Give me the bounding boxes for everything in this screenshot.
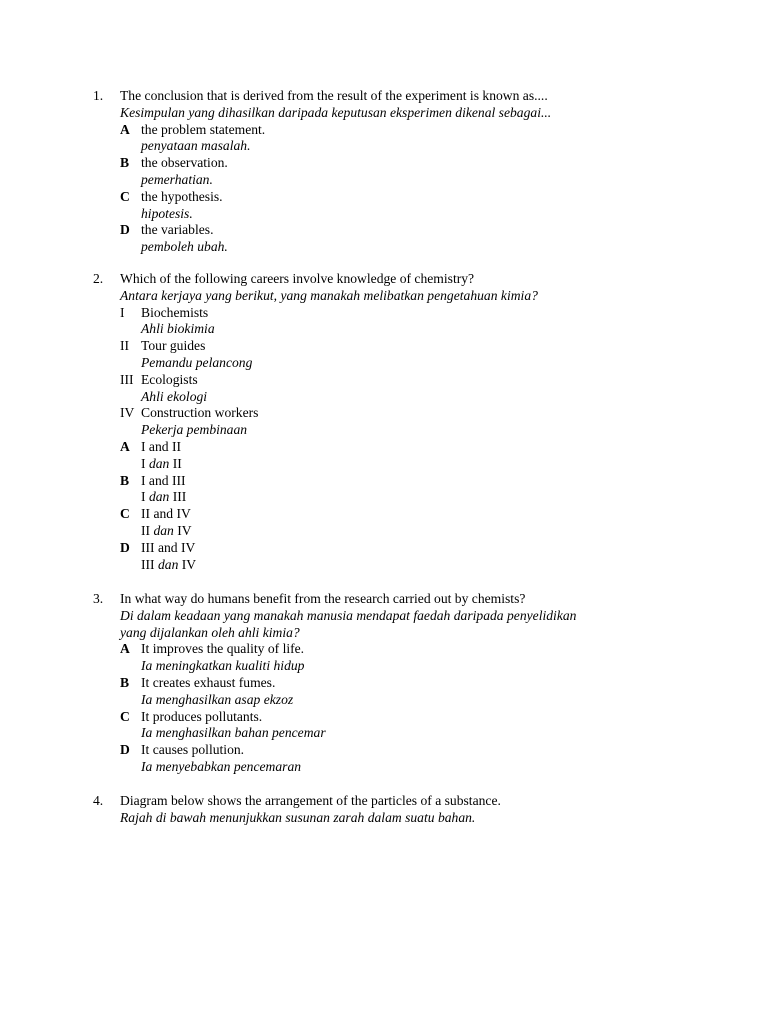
- question-text-en: The conclusion that is derived from the result of the experiment is known as....: [120, 88, 548, 103]
- item-ii: II Tour guides: [120, 338, 206, 354]
- option-b: B It creates exhaust fumes.: [120, 674, 276, 690]
- option-c: C the hypothesis.: [120, 188, 223, 204]
- option-b-my: pemerhatian.: [141, 171, 213, 187]
- option-a-my: I dan II: [141, 455, 182, 471]
- item-ii-my: Pemandu pelancong: [141, 354, 253, 370]
- item-i-my: Ahli biokimia: [141, 321, 215, 337]
- item-iv: IV Construction workers: [120, 405, 259, 421]
- option-d: D III and IV: [120, 539, 196, 555]
- question-number: 3.: [93, 591, 104, 606]
- option-d-my: III dan IV: [141, 556, 197, 572]
- option-b-my: Ia menghasilkan asap ekzoz: [141, 691, 294, 707]
- option-a: A the problem statement.: [120, 121, 266, 137]
- option-d: D It causes pollution.: [120, 742, 245, 758]
- option-a-my: penyataan masalah.: [141, 138, 251, 154]
- question-text-en: Which of the following careers involve knowledge of chemistry?: [120, 271, 475, 286]
- question-text-en: In what way do humans benefit from the research carried out by chemists?: [120, 591, 526, 606]
- option-c-my: Ia menghasilkan bahan pencemar: [141, 725, 326, 741]
- option-b: B I and III: [120, 472, 186, 488]
- option-b: B the observation.: [120, 155, 228, 171]
- item-iv-my: Pekerja pembinaan: [141, 422, 248, 438]
- option-a: A I and II: [120, 438, 182, 454]
- option-c-my: II dan IV: [141, 522, 192, 538]
- option-c-my: hipotesis.: [141, 205, 193, 221]
- option-a: A It improves the quality of life.: [120, 641, 305, 657]
- option-c: C It produces pollutants.: [120, 708, 263, 724]
- option-d-my: Ia menyebabkan pencemaran: [141, 758, 302, 774]
- question-text-my-line-1: Di dalam keadaan yang manakah manusia mendapat faedah daripada penyelidikan: [120, 607, 577, 623]
- item-iii-my: Ahli ekologi: [141, 388, 208, 404]
- question-text-en: Diagram below shows the arrangement of the particles of a substance.: [120, 793, 501, 808]
- question-text-my: Kesimpulan yang dihasilkan daripada keputusan eksperimen dikenal sebagai...: [120, 104, 552, 120]
- question-number: 2.: [93, 271, 104, 286]
- option-a-my: Ia meningkatkan kualiti hidup: [141, 658, 305, 674]
- question-number: 4.: [93, 793, 104, 808]
- option-d-my: pemboleh ubah.: [141, 239, 228, 255]
- question-text-my-line-2: yang dijalankan oleh ahli kimia?: [120, 624, 300, 640]
- question-text-my: Rajah di bawah menunjukkan susunan zarah dalam suatu bahan.: [120, 809, 476, 825]
- item-iii: III Ecologists: [120, 371, 198, 387]
- question-text-my: Antara kerjaya yang berikut, yang manakah melibatkan pengetahuan kimia?: [120, 287, 538, 303]
- option-c: C II and IV: [120, 506, 191, 522]
- question-number: 1.: [93, 88, 104, 103]
- option-d: D the variables.: [120, 222, 214, 238]
- option-b-my: I dan III: [141, 489, 187, 505]
- item-i: I Biochemists: [120, 304, 209, 320]
